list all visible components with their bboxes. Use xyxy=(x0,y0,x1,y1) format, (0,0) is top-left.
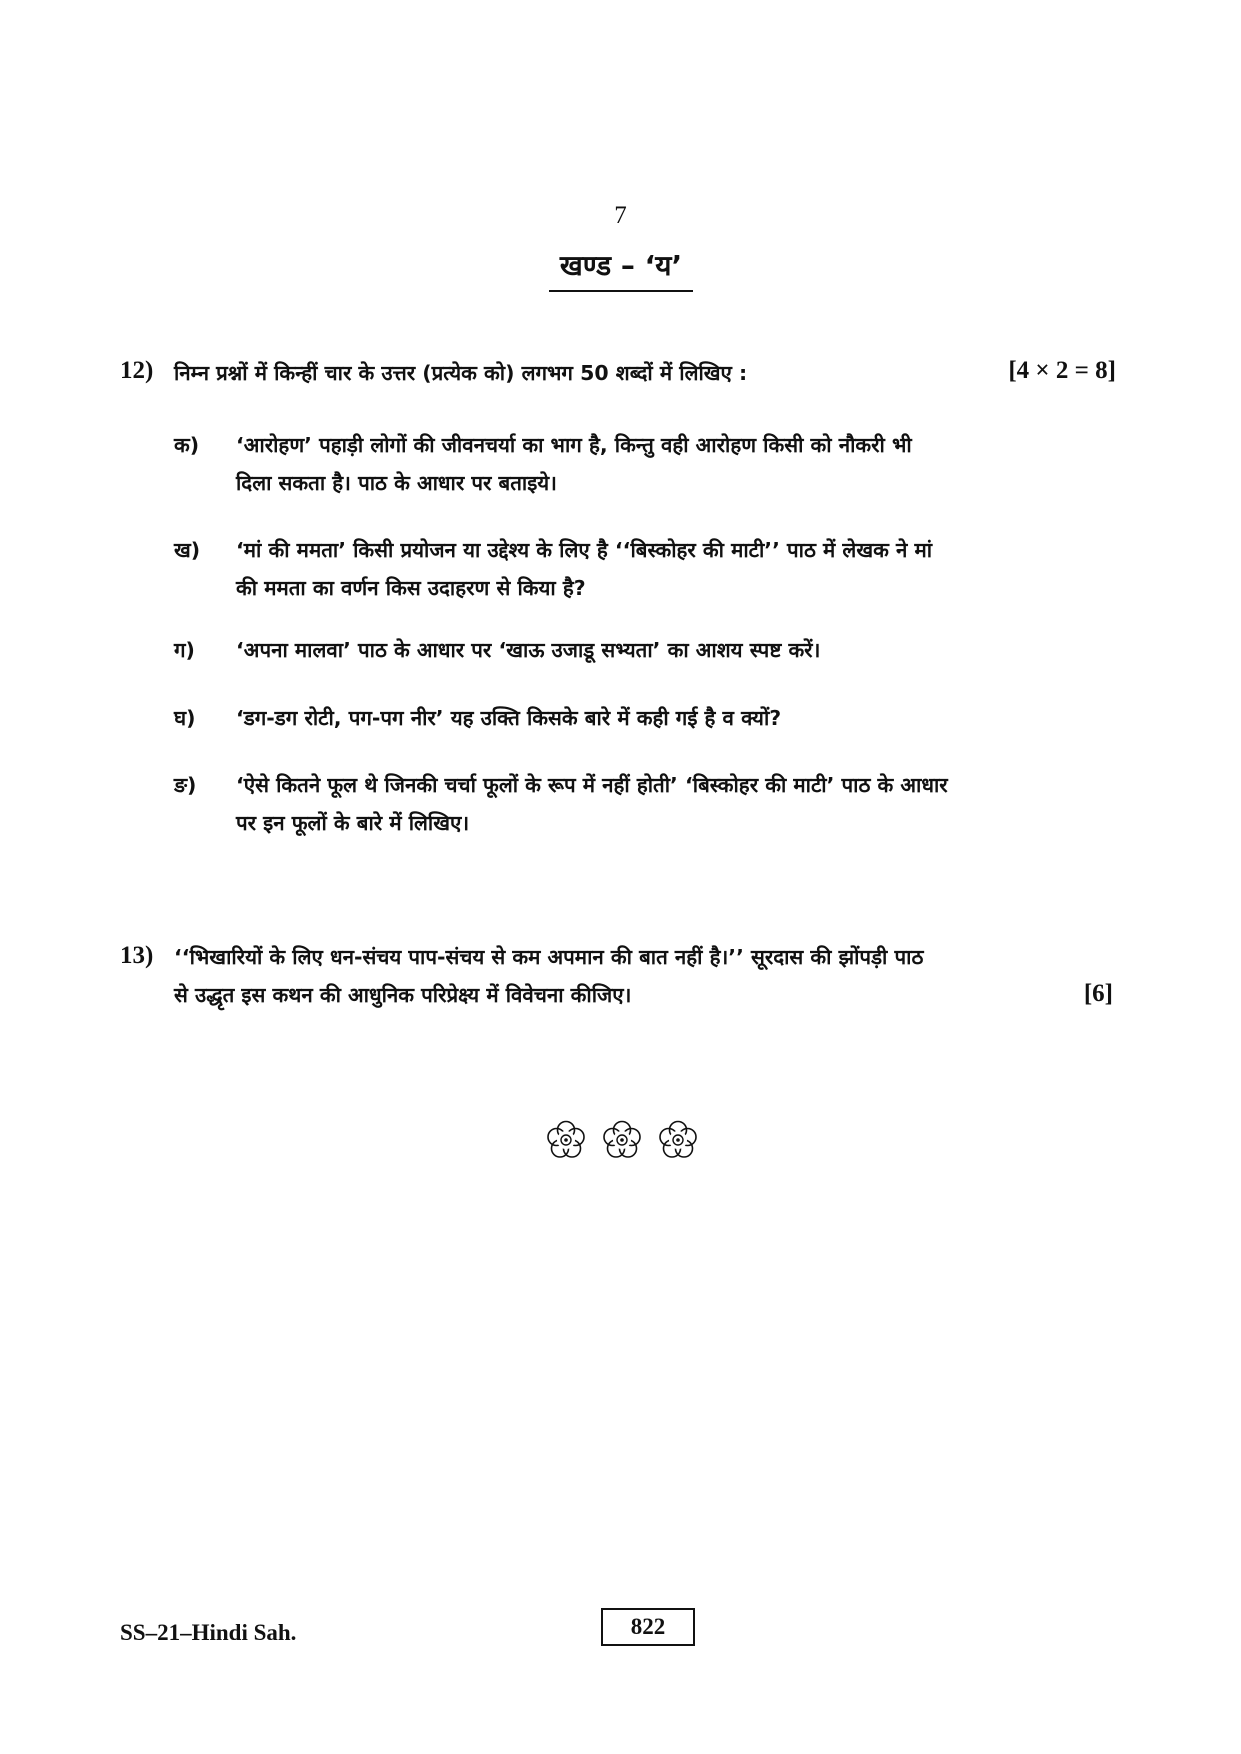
question-13-number: 13) xyxy=(120,942,154,969)
sub-question-line: की ममता का वर्णन किस उदाहरण से किया है? xyxy=(236,576,586,600)
flower-icon xyxy=(548,1122,584,1158)
section-title-underline xyxy=(549,290,693,292)
serial-number-box: 822 xyxy=(601,1608,695,1646)
sub-question-line: ‘आरोहण’ पहाड़ी लोगों की जीवनचर्या का भाग है, किन्तु वही आरोहण किसी को नौकरी भी xyxy=(236,433,912,457)
section-title: खण्ड – ‘य’ xyxy=(559,249,683,282)
sub-question-line: ‘मां की ममता’ किसी प्रयोजन या उद्देश्य के लिए है ‘‘बिस्कोहर की माटी’’ पाठ में लेखक ने मां xyxy=(236,538,933,562)
sub-question-line: ‘ऐसे कितने फूल थे जिनकी चर्चा फूलों के रूप में नहीं होती’ ‘बिस्कोहर की माटी’ पाठ के आधार xyxy=(236,773,948,797)
sub-question-label: क) xyxy=(174,433,200,457)
question-12-text: निम्न प्रश्नों में किन्हीं चार के उत्तर (प्रत्येक को) लगभग 50 शब्दों में लिखिए : xyxy=(174,361,748,385)
question-12-number: 12) xyxy=(120,357,154,384)
question-13-text xyxy=(174,938,923,1014)
flower-icon xyxy=(660,1122,696,1158)
sub-question-text: ‘अपना मालवा’ पाठ के आधार पर ‘खाऊ उजाडू सभ्यता’ का आशय स्पष्ट करें। xyxy=(236,638,821,662)
page-number: 7 xyxy=(614,202,627,229)
sub-question-label: ङ) xyxy=(174,773,197,797)
question-13-line: ‘‘भिखारियों के लिए धन-संचय पाप-संचय से कम अपमान की बात नहीं है।’’ सूरदास की झोंपड़ी पाठ xyxy=(174,945,924,969)
sub-question-text xyxy=(236,426,1116,502)
sub-question-line: पर इन फूलों के बारे में लिखिए। xyxy=(236,811,470,835)
sub-question-label: ग) xyxy=(174,638,195,662)
sub-question-text: ‘डग-डग रोटी, पग-पग नीर’ यह उक्ति किसके बारे में कही गई है व क्यों? xyxy=(236,706,782,730)
question-12-marks: [4 × 2 = 8] xyxy=(1008,357,1116,384)
paper-code: SS–21–Hindi Sah. xyxy=(120,1620,297,1645)
sub-question-label: घ) xyxy=(174,706,196,730)
sub-question-line: दिला सकता है। पाठ के आधार पर बताइये। xyxy=(236,471,557,495)
sub-question-label: ख) xyxy=(174,538,201,562)
ornament-flowers xyxy=(540,1116,704,1164)
question-13-line: से उद्धृत इस कथन की आधुनिक परिप्रेक्ष्य में विवेचना कीजिए। xyxy=(174,983,632,1007)
sub-question-text xyxy=(236,766,1116,842)
sub-question-text xyxy=(236,531,1116,607)
flower-icon xyxy=(604,1122,640,1158)
question-13-marks: [6] xyxy=(1083,980,1113,1007)
